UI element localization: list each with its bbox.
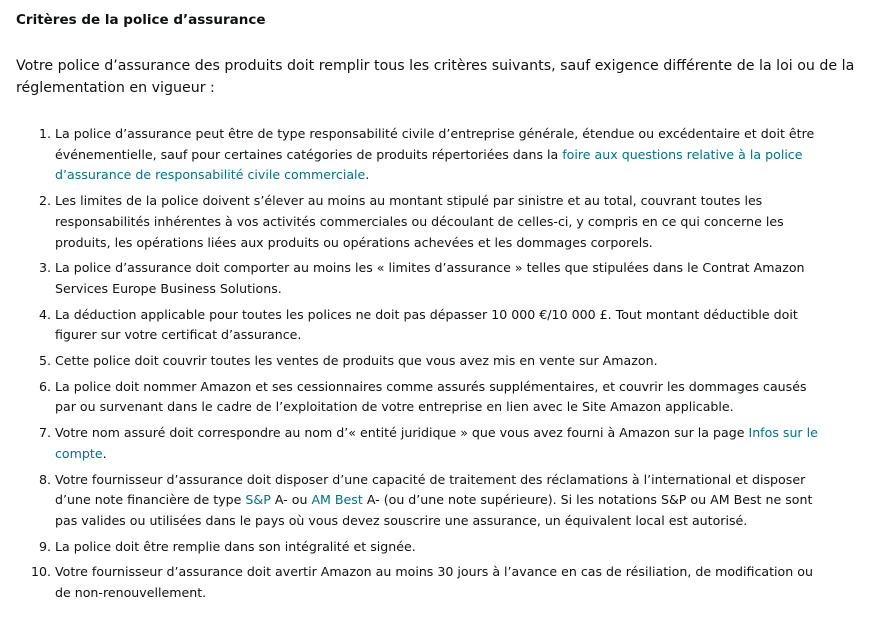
item-number: 9. [38, 538, 51, 554]
item-number: 10. [30, 564, 51, 580]
item-number: 8. [38, 471, 51, 487]
list-item [0, 124, 825, 186]
list-item [0, 191, 825, 253]
item-text: La police doit être remplie dans son intégralité et signée. [55, 538, 416, 554]
item-text: Les limites de la police doivent s’élever au moins au montant stipulé par sinistre et au total, couvrant toutes les responsabilités inhérentes à vos activités commerciales ou découlant de celles-ci, y compris en ce qui concerne les produits, les opérations liées aux produits ou opérations achevées et les dommages corporels. [55, 193, 784, 250]
item-number: 7. [38, 425, 51, 441]
item-number: 4. [38, 306, 51, 322]
item-text: La déduction applicable pour toutes les polices ne doit pas dépasser 10 000 €/10 000 £. Tout montant déductible doit figurer sur votre certificat d’assurance. [55, 306, 798, 343]
list-item [0, 351, 825, 372]
intro-paragraph: Votre police d’assurance des produits doit remplir tous les critères suivants, sauf exigence différente de la loi ou de la réglementation en vigueur : [16, 58, 855, 96]
item-number: 6. [38, 378, 51, 394]
item-number: 5. [38, 353, 51, 369]
list-item [0, 423, 825, 464]
list-item [0, 470, 825, 532]
item-text: Votre fournisseur d’assurance doit avertir Amazon au moins 30 jours à l’avance en cas de résiliation, de modification ou de non-renouvellement. [55, 564, 813, 601]
item-text: La police doit nommer Amazon et ses cessionnaires comme assurés supplémentaires, et couvrir les dommages causés par ou survenant dans le cadre de l’exploitation de votre entreprise en lien avec le Site Amazon applicable. [55, 378, 807, 415]
am-best-link[interactable]: AM Best [311, 492, 363, 508]
item-text: A- (ou d’une note supérieure). Si les notations S&P ou AM Best ne sont pas valides ou utilisées dans le pays où vous devez souscrire une assurance, un équivalent local est autorisé. [55, 492, 813, 528]
sp-rating-link[interactable]: S&P [245, 492, 271, 508]
item-text: La police d’assurance doit comporter au moins les « limites d’assurance » telles que stipulées dans le Contrat Amazon Services Europe Business Solutions. [55, 260, 805, 296]
item-text: Votre nom assuré doit correspondre au nom d’« entité juridique » que vous avez fourni à Amazon sur la page [55, 425, 749, 441]
item-text: . [365, 167, 370, 183]
list-item [0, 537, 825, 558]
criteria-list [0, 124, 878, 609]
list-item [0, 562, 825, 603]
list-item [0, 377, 825, 418]
item-text: La police d’assurance peut être de type responsabilité civile d’entreprise générale, étendue ou excédentaire et doit être événementielle, sauf pour certaines catégories de produits répertoriées dans la [55, 126, 815, 162]
list-item [0, 305, 825, 346]
item-number: 2. [38, 193, 51, 209]
item-number: 3. [38, 260, 51, 276]
account-info-link[interactable]: Infos sur le compte [55, 425, 818, 461]
section-heading: Critères de la police d’assurance [16, 12, 266, 28]
item-text: Cette police doit couvrir toutes les ventes de produits que vous avez mis en vente sur Amazon. [55, 353, 658, 369]
list-item [0, 258, 825, 299]
item-text: Votre fournisseur d’assurance doit disposer d’une capacité de traitement des réclamations à l’international et disposer d’une note financière de type [55, 471, 806, 508]
item-number: 1. [38, 126, 51, 141]
item-text: . [102, 445, 107, 461]
faq-liability-insurance-link[interactable]: foire aux questions relative à la police d’assurance de responsabilité civile commerciale [55, 146, 803, 183]
item-text: A- ou [270, 492, 312, 508]
